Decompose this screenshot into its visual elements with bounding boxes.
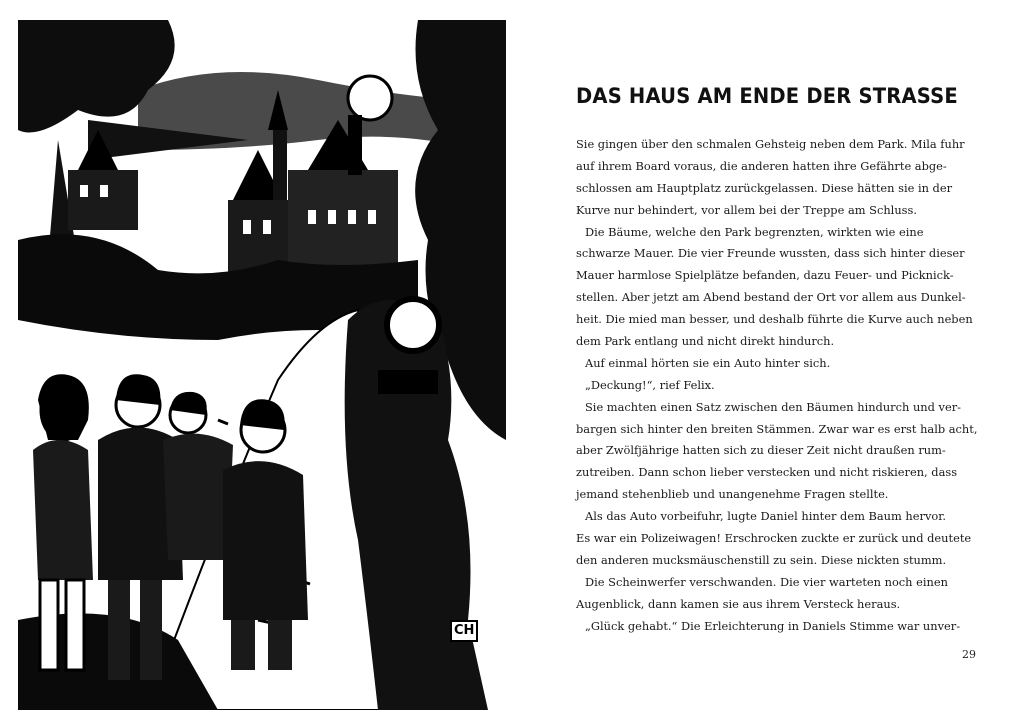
- text-line: aber Zwölfjährige hatten sich zu dieser Zeit nicht draußen rum-: [576, 443, 946, 458]
- text-line: schwarze Mauer. Die vier Freunde wussten, dass sich hinter dieser: [576, 246, 965, 261]
- text-line: Augenblick, dann kamen sie aus ihrem Versteck heraus.: [576, 596, 901, 611]
- text-line: „Glück gehabt.“ Die Erleichterung in Daniels Stimme war unver-: [585, 618, 961, 633]
- castle-scene-illustration: [18, 20, 506, 710]
- artist-signature: CH: [450, 620, 478, 642]
- text-line: Es war ein Polizeiwagen! Erschrocken zuckte er zurück und deutete: [576, 531, 972, 546]
- text-line: Mauer harmlose Spielplätze befanden, dazu Feuer- und Picknick-: [576, 268, 954, 283]
- text-line: Die Bäume, welche den Park begrenzten, wirkten wie eine: [585, 224, 924, 239]
- text-line: „Deckung!“, rief Felix.: [585, 377, 715, 392]
- text-line: Sie gingen über den schmalen Gehsteig neben dem Park. Mila fuhr: [576, 137, 965, 151]
- street-lamp-icon: [387, 299, 439, 351]
- text-line: dem Park entlang und nicht direkt hindurch.: [576, 334, 835, 349]
- text-line: Auf einmal hörten sie ein Auto hinter sich.: [585, 355, 831, 370]
- text-line: bargen sich hinter den breiten Stämmen. Zwar war es erst halb acht,: [576, 421, 978, 436]
- moon-icon: [348, 76, 392, 120]
- chapter-title: DAS HAUS AM ENDE DER STRASSE: [576, 84, 958, 108]
- page-number: 29: [962, 648, 976, 661]
- text-line: Kurve nur behindert, vor allem bei der Treppe am Schluss.: [576, 202, 917, 217]
- text-line: stellen. Aber jetzt am Abend bestand der Ort vor allem aus Dunkel-: [576, 290, 966, 305]
- text-line: zutreiben. Dann schon lieber verstecken und nicht riskieren, dass: [576, 465, 958, 480]
- text-line: jemand stehenblieb und unangenehme Fragen stellte.: [576, 487, 889, 502]
- chapter-illustration: [18, 20, 506, 710]
- text-line: Als das Auto vorbeifuhr, lugte Daniel hinter dem Baum hervor.: [585, 509, 947, 524]
- body-text: [576, 134, 978, 637]
- text-line: auf ihrem Board voraus, die anderen hatten ihre Gefährte abge-: [576, 158, 947, 173]
- text-line: Sie machten einen Satz zwischen den Bäumen hindurch und ver-: [585, 399, 962, 414]
- text-line: heit. Die mied man besser, und deshalb führte die Kurve auch neben: [576, 312, 973, 327]
- text-line: den anderen mucksmäuschenstill zu sein. Diese nickten stumm.: [576, 552, 947, 567]
- text-line: schlossen am Hauptplatz zurückgelassen. Diese hätten sie in der: [576, 180, 953, 195]
- text-line: Die Scheinwerfer verschwanden. Die vier warteten noch einen: [585, 574, 948, 589]
- text-page: [576, 84, 978, 637]
